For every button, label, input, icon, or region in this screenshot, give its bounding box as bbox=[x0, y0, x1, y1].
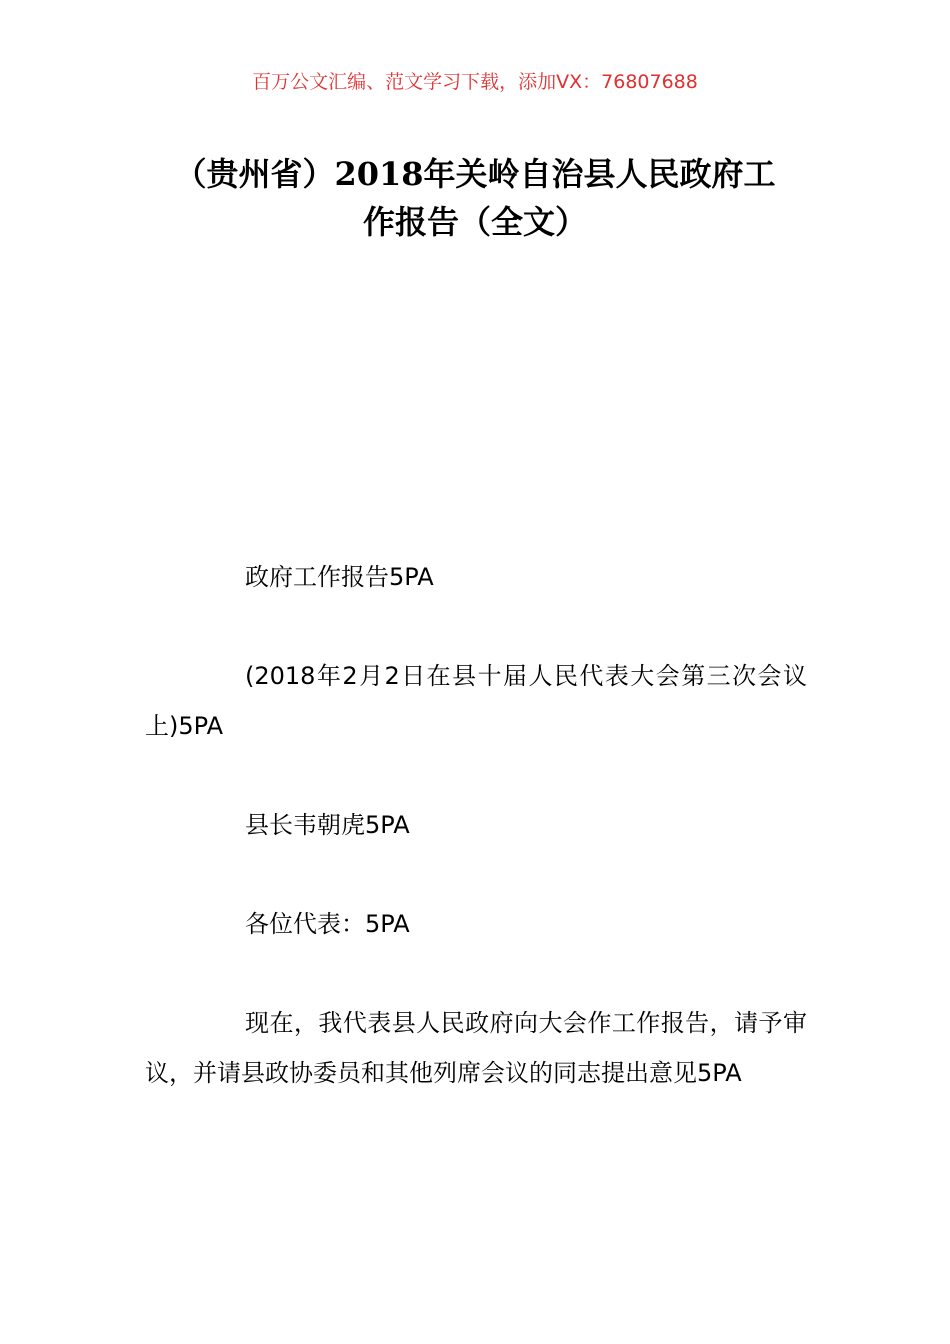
document-body bbox=[145, 552, 807, 1147]
document-title-line-2: 作报告（全文） bbox=[362, 203, 587, 241]
paragraph-opening: 现在，我代表县人民政府向大会作工作报告，请予审议，并请县政协委员和其他列席会议的同志提出意见5PA bbox=[145, 1009, 807, 1087]
document-title-line-1: （贵州省）2018年关岭自治县人民政府工 bbox=[174, 155, 776, 193]
paragraph-salutation: 各位代表：5PA bbox=[245, 910, 410, 938]
paragraph-report-label: 政府工作报告5PA bbox=[245, 563, 434, 591]
header-ad-text: 百万公文汇编、范文学习下载，添加VX：76807688 bbox=[252, 71, 698, 93]
document-title bbox=[120, 150, 830, 246]
paragraph-meeting-date: (2018年2月2日在县十届人民代表大会第三次会议上)5PA bbox=[145, 662, 807, 740]
paragraph-speaker: 县长韦朝虎5PA bbox=[245, 811, 410, 839]
